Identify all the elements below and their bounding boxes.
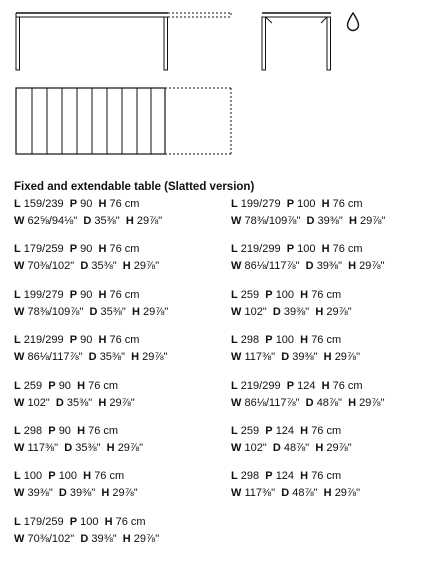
dimension-key: D	[281, 487, 290, 500]
dimension-value: 76 cm	[332, 379, 363, 392]
dimension-value: 29⅞"	[359, 260, 385, 273]
dimension-key: D	[305, 260, 314, 273]
size-cm-line	[14, 378, 219, 395]
dimension-key: P	[286, 198, 295, 210]
dimension-value: 90	[80, 243, 93, 256]
dimension-key: D	[281, 351, 290, 364]
dimension-value: 86⅛/117⅞"	[27, 351, 83, 364]
dimension-key: L	[231, 470, 238, 483]
dimension-key: H	[104, 515, 113, 528]
dimension-value: 90	[58, 425, 71, 437]
dimension-key: H	[321, 243, 330, 256]
dimension-value: 48⅞"	[316, 396, 343, 409]
dimension-value: 100	[58, 470, 78, 483]
dimension-value: 90	[58, 379, 71, 392]
dimension-key: H	[348, 260, 357, 273]
dimension-value: 117⅜"	[244, 351, 276, 364]
dimension-value: 298	[240, 334, 260, 347]
dimension-key: L	[14, 334, 21, 347]
dimension-key: L	[14, 379, 21, 392]
dimension-entry	[231, 287, 425, 321]
dimension-key: D	[272, 305, 281, 318]
dimension-key: D	[305, 396, 314, 409]
dimension-value: 29⅞"	[136, 215, 163, 227]
dimension-entry	[14, 287, 219, 321]
dimension-value: 76 cm	[311, 288, 342, 301]
size-cm-line	[231, 468, 425, 485]
dimension-value: 76 cm	[332, 198, 363, 210]
dimension-key: H	[122, 260, 131, 273]
dimension-key: P	[265, 425, 273, 437]
dimension-key: W	[14, 305, 25, 318]
dimension-key: L	[14, 425, 21, 437]
dimension-value: 29⅞"	[133, 532, 160, 545]
size-cm-line	[231, 241, 425, 258]
dimension-value: 90	[80, 288, 93, 301]
dimension-key: L	[14, 198, 21, 210]
dimension-value: 90	[80, 198, 93, 210]
size-cm-line	[14, 196, 219, 213]
dimension-key: L	[14, 243, 21, 256]
dimension-entry	[14, 423, 219, 457]
dimension-key: D	[272, 442, 281, 454]
dimension-value: 259	[23, 379, 43, 392]
size-inch-line	[14, 531, 219, 548]
dimension-key: P	[69, 243, 78, 256]
size-cm-line	[231, 287, 425, 304]
dimension-value: 48⅞"	[292, 487, 318, 500]
dimension-value: 298	[240, 470, 260, 483]
dimension-key: H	[101, 487, 110, 500]
dimension-key: H	[300, 425, 309, 437]
size-inch-line	[231, 304, 425, 321]
dimension-value: 35⅜"	[100, 305, 126, 318]
dimension-key: L	[231, 334, 238, 347]
dimension-key: W	[14, 396, 25, 409]
dimension-value: 219/299	[23, 334, 64, 347]
dimension-key: H	[315, 442, 324, 454]
dimension-entry	[231, 468, 425, 502]
dimension-key: W	[14, 442, 25, 454]
dimension-value: 39⅜"	[27, 487, 53, 500]
dimension-key: P	[69, 198, 78, 210]
size-cm-line	[14, 287, 219, 304]
dimension-value: 39⅜"	[317, 215, 343, 227]
dimension-key: D	[306, 215, 315, 227]
dimension-key: L	[231, 198, 238, 210]
dimension-key: H	[122, 532, 131, 545]
dimension-key: H	[348, 215, 357, 227]
dimension-key: L	[14, 288, 21, 301]
dimension-value: 199/279	[23, 288, 64, 301]
dimension-key: W	[231, 487, 242, 500]
dimension-value: 100	[297, 243, 316, 256]
size-inch-line	[231, 485, 425, 502]
dimension-key: W	[231, 396, 242, 409]
dimension-value: 86⅛/117⅞"	[244, 260, 300, 273]
dimension-value: 39⅜"	[316, 260, 343, 273]
dimension-key: H	[300, 334, 309, 347]
dimension-entry	[14, 241, 219, 275]
dimension-value: 78⅜/109⅞"	[244, 215, 301, 227]
dimension-entry	[14, 514, 219, 548]
dimension-value: 100	[275, 288, 295, 301]
dimension-entry	[14, 332, 219, 366]
dimension-value: 159/239	[23, 198, 64, 210]
dimension-value: 100	[80, 515, 99, 528]
dimension-value: 76 cm	[109, 288, 140, 301]
dimension-key: H	[321, 198, 330, 210]
dimension-entry	[14, 468, 219, 502]
dimension-key: H	[98, 288, 107, 301]
dimension-key: D	[89, 305, 98, 318]
dimension-key: D	[83, 215, 92, 227]
dimension-key: D	[55, 396, 64, 409]
dimension-value: 29⅞"	[326, 305, 352, 318]
dimension-value: 199/279	[240, 198, 281, 210]
dimension-key: H	[83, 470, 92, 483]
dimension-key: P	[69, 288, 78, 301]
dimension-key: L	[231, 243, 238, 256]
dimension-value: 102"	[27, 396, 50, 409]
dimension-value: 102"	[244, 305, 267, 318]
dimension-value: 179/259	[23, 515, 64, 528]
dimension-key: P	[69, 515, 78, 528]
dimension-key: D	[88, 351, 97, 364]
dimension-key: H	[131, 351, 140, 364]
dimension-value: 219/299	[240, 379, 281, 392]
dimension-key: H	[300, 470, 309, 483]
dimension-key: W	[14, 532, 25, 545]
dimension-value: 39⅜"	[292, 351, 318, 364]
dimension-value: 29⅞"	[142, 305, 169, 318]
dimension-key: L	[231, 288, 238, 301]
dimension-entry	[14, 196, 219, 230]
dimension-key: H	[98, 396, 107, 409]
dimension-key: H	[321, 379, 330, 392]
document-title: Fixed and extendable table (Slatted version)	[14, 181, 255, 193]
size-cm-line	[231, 332, 425, 349]
dimension-key: D	[58, 487, 67, 500]
size-inch-line	[14, 258, 219, 275]
table-front-elevation	[16, 13, 231, 70]
size-cm-line	[231, 378, 425, 395]
dimension-value: 29⅞"	[133, 260, 160, 273]
size-inch-line	[231, 349, 425, 366]
dimension-key: H	[348, 396, 357, 409]
dimension-key: P	[286, 243, 295, 256]
dimension-key: P	[265, 470, 273, 483]
dimension-value: 29⅞"	[112, 487, 138, 500]
dimension-key: H	[300, 288, 309, 301]
dimension-value: 78⅜/109⅞"	[27, 305, 84, 318]
dimension-value: 76 cm	[311, 425, 342, 437]
dimension-entry	[231, 378, 425, 412]
dimension-key: P	[48, 425, 56, 437]
dimension-value: 29⅞"	[359, 215, 386, 227]
dimension-value: 117⅜"	[244, 487, 276, 500]
dimension-value: 29⅞"	[326, 442, 352, 454]
dimension-value: 76 cm	[115, 515, 146, 528]
dimension-value: 100	[275, 334, 295, 347]
dimension-key: W	[14, 260, 25, 273]
dimension-key: W	[14, 351, 25, 364]
dimension-value: 86⅛/117⅞"	[244, 396, 300, 409]
dimension-key: H	[106, 442, 115, 454]
dimension-value: 76 cm	[109, 334, 140, 347]
dimension-value: 100	[297, 198, 316, 210]
dimension-key: H	[131, 305, 140, 318]
dimension-key: D	[64, 442, 73, 454]
dimension-key: L	[14, 470, 21, 483]
dimension-value: 35⅜"	[66, 396, 93, 409]
dimension-key: D	[80, 532, 89, 545]
dimension-key: W	[231, 305, 242, 318]
dimension-key: H	[315, 305, 324, 318]
dimension-value: 124	[275, 425, 295, 437]
dimension-value: 76 cm	[332, 243, 363, 256]
dimension-value: 76 cm	[94, 470, 125, 483]
technical-drawings	[0, 0, 425, 180]
dimension-key: H	[125, 215, 134, 227]
size-cm-line	[14, 514, 219, 531]
dimension-value: 70⅜/102"	[27, 532, 75, 545]
dimension-value: 29⅞"	[142, 351, 168, 364]
dimension-key: H	[323, 351, 332, 364]
dimension-value: 259	[240, 425, 260, 437]
dimension-value: 117⅜"	[27, 442, 59, 454]
dimension-value: 35⅜"	[91, 260, 117, 273]
dimension-value: 35⅜"	[99, 351, 126, 364]
dimension-value: 39⅜"	[91, 532, 117, 545]
dimension-entry	[231, 241, 425, 275]
size-cm-line	[14, 332, 219, 349]
dimension-value: 62⅝/94⅛"	[27, 215, 78, 227]
dimension-entry	[231, 332, 425, 366]
dimension-key: H	[98, 334, 107, 347]
dimension-value: 298	[23, 425, 43, 437]
dimension-value: 124	[297, 379, 316, 392]
size-inch-line	[14, 485, 219, 502]
dimension-key: P	[286, 379, 295, 392]
dimension-key: W	[231, 260, 242, 273]
size-inch-line	[231, 258, 425, 275]
dimension-value: 76 cm	[109, 243, 140, 256]
dimension-key: W	[14, 487, 25, 500]
dimension-entry	[14, 378, 219, 412]
dimension-value: 29⅞"	[117, 442, 144, 454]
size-cm-line	[14, 241, 219, 258]
dimension-key: L	[231, 379, 238, 392]
dimension-entry	[231, 423, 425, 457]
dimension-value: 76 cm	[88, 425, 119, 437]
dimension-key: D	[80, 260, 89, 273]
dimension-key: P	[69, 334, 78, 347]
dimension-value: 76 cm	[311, 470, 342, 483]
dimension-value: 70⅜/102"	[27, 260, 75, 273]
dimension-value: 102"	[244, 442, 267, 454]
size-inch-line	[14, 349, 219, 366]
dimension-key: W	[231, 351, 242, 364]
dimension-key: P	[48, 470, 56, 483]
dimension-key: W	[14, 215, 25, 227]
dimension-key: H	[98, 198, 107, 210]
size-cm-line	[231, 196, 425, 213]
dimension-key: W	[231, 215, 242, 227]
dimension-value: 29⅞"	[334, 351, 361, 364]
dimension-value: 29⅞"	[359, 396, 385, 409]
dimension-key: L	[231, 425, 238, 437]
dimension-key: P	[265, 334, 273, 347]
dimension-value: 259	[240, 288, 260, 301]
dimension-value: 48⅞"	[283, 442, 310, 454]
dimension-value: 35⅜"	[75, 442, 101, 454]
size-cm-line	[14, 423, 219, 440]
dimension-key: L	[14, 515, 21, 528]
dimension-entry	[231, 196, 425, 230]
dimension-value: 90	[80, 334, 93, 347]
dimension-key: P	[265, 288, 273, 301]
dimension-key: W	[231, 442, 242, 454]
dimension-value: 76 cm	[311, 334, 342, 347]
dimension-value: 29⅞"	[109, 396, 135, 409]
size-inch-line	[231, 395, 425, 412]
size-inch-line	[14, 213, 219, 230]
table-side-elevation	[262, 13, 331, 70]
table-plan-view	[16, 88, 231, 154]
dimension-value: 179/259	[23, 243, 64, 256]
size-inch-line	[231, 440, 425, 457]
dimension-key: P	[48, 379, 56, 392]
dimension-value: 29⅞"	[334, 487, 361, 500]
dimension-key: H	[98, 243, 107, 256]
size-inch-line	[14, 395, 219, 412]
dimension-value: 35⅜"	[94, 215, 120, 227]
size-cm-line	[231, 423, 425, 440]
size-cm-line	[14, 468, 219, 485]
dimension-value: 219/299	[240, 243, 281, 256]
dimension-value: 39⅜"	[283, 305, 310, 318]
dimension-value: 76 cm	[109, 198, 140, 210]
dimension-value: 76 cm	[88, 379, 119, 392]
dimension-key: H	[323, 487, 332, 500]
dimension-value: 124	[275, 470, 295, 483]
water-drop-icon	[348, 13, 359, 31]
dimension-key: H	[77, 379, 86, 392]
size-inch-line	[231, 213, 425, 230]
dimension-value: 39⅜"	[69, 487, 96, 500]
dimension-key: H	[77, 425, 86, 437]
size-inch-line	[14, 440, 219, 457]
dimension-value: 100	[23, 470, 43, 483]
size-inch-line	[14, 304, 219, 321]
